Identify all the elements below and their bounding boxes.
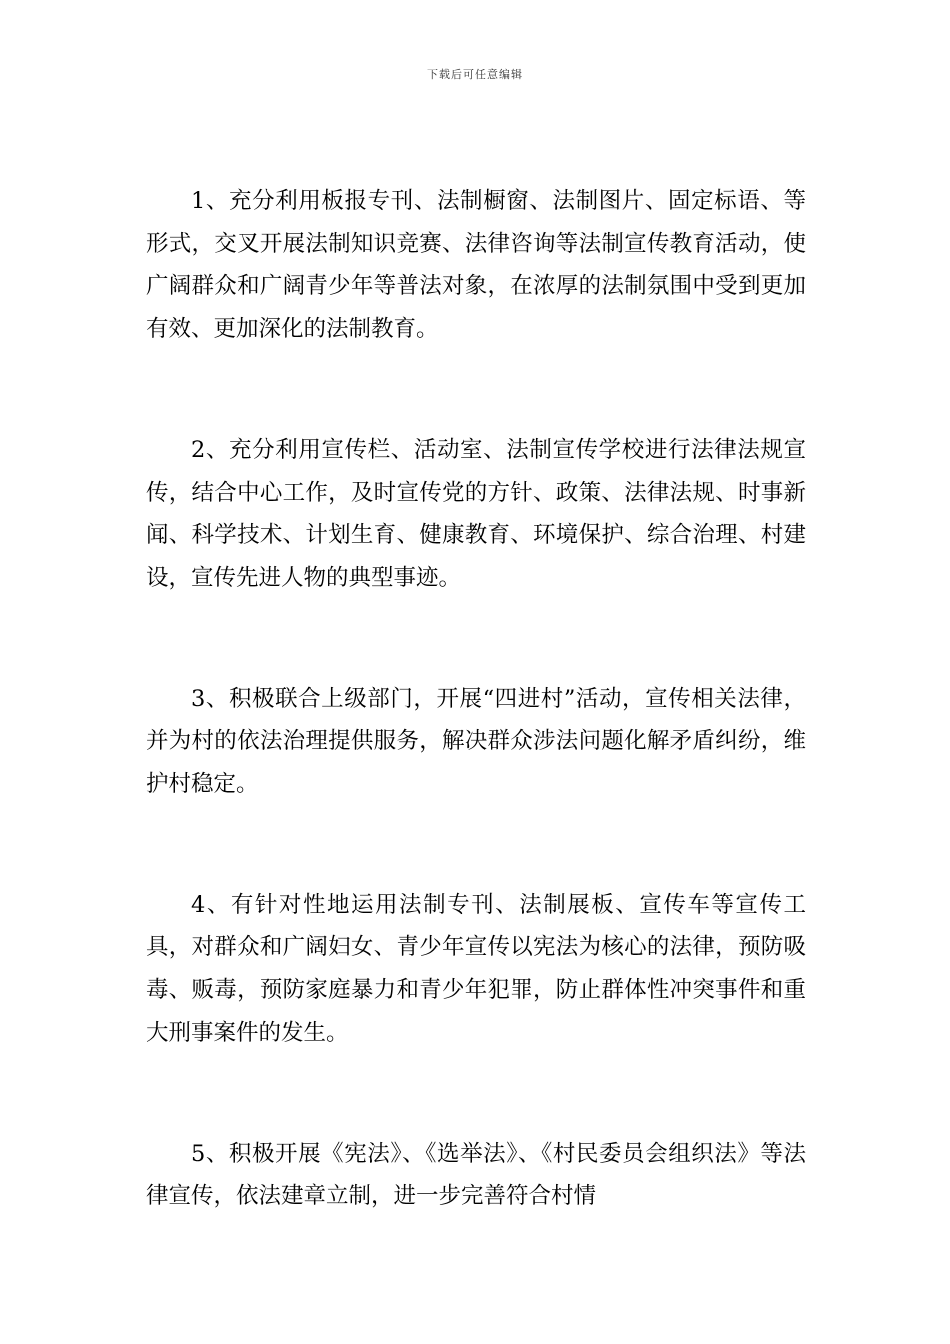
paragraph-3: 3、积极联合上级部门，开展“四进村”活动，宣传相关法律，并为村的依法治理提供服务，解决群众涉法问题化解矛盾纠纷，维护村稳定。 [146,685,806,798]
paragraph-2: 2、充分利用宣传栏、活动室、法制宣传学校进行法律法规宣传，结合中心工作，及时宣传党的方针、政策、法律法规、时事新闻、科学技术、计划生育、健康教育、环境保护、综合治理、村建设，宣传先进人物的典型事迹。 [146,436,806,591]
page-header-note: 下载后可任意编辑 [427,68,523,81]
paragraph-1: 1、充分利用板报专刊、法制橱窗、法制图片、固定标语、等形式，交叉开展法制知识竞赛、法律咨询等法制宣传教育活动，使广阔群众和广阔青少年等普法对象，在浓厚的法制氛围中受到更加有效、更加深化的法制教育。 [146,188,806,343]
paragraph-4: 4、有针对性地运用法制专刊、法制展板、宣传车等宣传工具，对群众和广阔妇女、青少年宣传以宪法为核心的法律，预防吸毒、贩毒，预防家庭暴力和青少年犯罪，防止群体性冲突事件和重大刑事案件的发生。 [146,891,806,1046]
document-body [146,180,806,1218]
paragraph-5: 5、积极开展《宪法》、《选举法》、《村民委员会组织法》等法律宣传，依法建章立制，进一步完善符合村情 [146,1140,806,1210]
